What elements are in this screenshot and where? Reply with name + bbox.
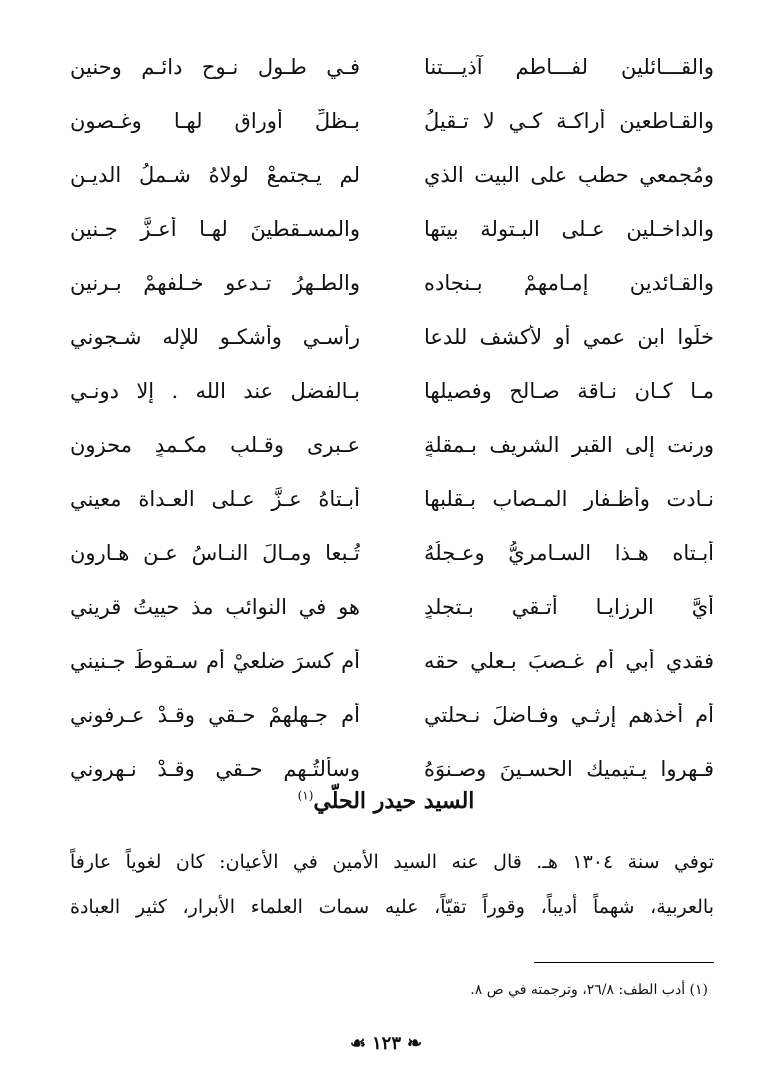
verse-first-hemistich: أم أخذهم إرثـي وفـاضلَ نـحلتي	[424, 703, 714, 727]
verse-second-hemistich: لم يـجتمعْ لولاهُ شـملُ الديـنِ	[70, 163, 360, 187]
verse-row	[70, 202, 714, 256]
verse-second-hemistich: بـظلِّ أوراقٍ لهـا وغـصونِ	[70, 109, 360, 133]
verse-first-hemistich: فقدي أبي أم غـصبَ بـعلي حقه	[424, 649, 714, 673]
verse-row	[70, 148, 714, 202]
verse-first-hemistich: أيَّ الرزايـا أتـقي بـتجلدٍ	[424, 595, 714, 619]
verse-row	[70, 256, 714, 310]
footnote-separator	[534, 962, 714, 963]
verse-second-hemistich: أم كسرَ ضلعيْ أم سـقوطَ جـنيني	[70, 649, 360, 673]
footnote-marker: (١)	[297, 788, 314, 803]
verse-second-hemistich: فـي طـول نـوحٍ دائـمٍ وحنينِ	[70, 55, 360, 79]
verse-row	[70, 40, 714, 94]
verse-row	[70, 634, 714, 688]
verse-first-hemistich: والقـائدين إمـامهمْ بـنجاده	[424, 271, 714, 295]
verse-first-hemistich: ورنت إلى القبر الشريف بـمقلةٍ	[424, 433, 714, 457]
verse-second-hemistich: تُـبعا ومـالَ النـاسُ عـن هـارونِ	[70, 541, 360, 565]
page-number-value: ١٢٣	[372, 1033, 402, 1054]
verse-row	[70, 94, 714, 148]
verse-second-hemistich: أبـتاهُ عـزَّ عـلى العـداة معيني	[70, 487, 360, 511]
prose-line: بالعربية، شهماً أديباً، وقوراً تقيّاً، عليه سمات العلماء الأبرار، كثير العبادة	[70, 896, 714, 918]
section-heading	[0, 788, 772, 814]
footnote: (١) أدب الطف: ٢٦/٨، وترجمته في ص ٨.	[470, 982, 708, 998]
verse-second-hemistich: رأسـي وأشكـو للإله شـجوني	[70, 325, 360, 349]
verse-second-hemistich: هو في النوائبِ مذ حييتُ قريني	[70, 595, 360, 619]
verse-row	[70, 364, 714, 418]
verse-second-hemistich: أم جـهلهمْ حـقي وقـدْ عـرفوني	[70, 703, 360, 727]
verse-row	[70, 688, 714, 742]
verse-first-hemistich: نـادت وأظـفار المـصابِ بـقلبها	[424, 487, 714, 511]
verse-row	[70, 418, 714, 472]
verse-row	[70, 310, 714, 364]
verse-second-hemistich: عـبرى وقـلبٍ مكـمدٍ محزونِ	[70, 433, 360, 457]
verse-second-hemistich: والطـهرُ تـدعو خـلفهمْ بـرنينِ	[70, 271, 360, 295]
verse-first-hemistich: ومُجمعي حطبٍ على البيت الذي	[424, 163, 714, 187]
verse-row	[70, 580, 714, 634]
verse-second-hemistich: بـالفضلِ عند الله . إلا دونـي	[70, 379, 360, 403]
prose-line: توفي سنة ١٣٠٤ هـ. قال عنه السيد الأمين في الأعيان: كان لغوياً عارفاً	[70, 851, 714, 873]
verse-first-hemistich: أبـتاه هـذا السـامريُّ وعـجلُهُ	[424, 541, 714, 565]
ornament-icon: ☙	[349, 1033, 367, 1054]
heading-title: السيد حيدر الحلّي	[313, 788, 475, 814]
verse-first-hemistich: والقـــائلين لفـــاطم آذيـــتنا	[424, 55, 714, 79]
verse-row	[70, 526, 714, 580]
verse-first-hemistich: مـا كـان نـاقة صـالحٍ وفصيلها	[424, 379, 714, 403]
verse-row	[70, 472, 714, 526]
poem	[70, 40, 714, 796]
verse-first-hemistich: والداخـلين عـلى البـتولة بيتها	[424, 217, 714, 241]
ornament-icon: ❧	[407, 1033, 423, 1054]
verse-second-hemistich: وسألتُـهم حـقي وقـدْ نـهروني	[70, 757, 360, 781]
page-number	[0, 1033, 772, 1054]
prose-paragraph	[70, 840, 714, 930]
verse-first-hemistich: قـهروا يـتيميك الحسـينَ وصـنوَهُ	[424, 757, 714, 781]
verse-first-hemistich: خلّوا ابن عمي أو لأكشف للدعا	[424, 325, 714, 349]
verse-first-hemistich: والقـاطعين أراكـة كـي لا تـقيلُ	[424, 109, 714, 133]
verse-second-hemistich: والمسـقطينَ لهـا أعـزَّ جـنينِ	[70, 217, 360, 241]
